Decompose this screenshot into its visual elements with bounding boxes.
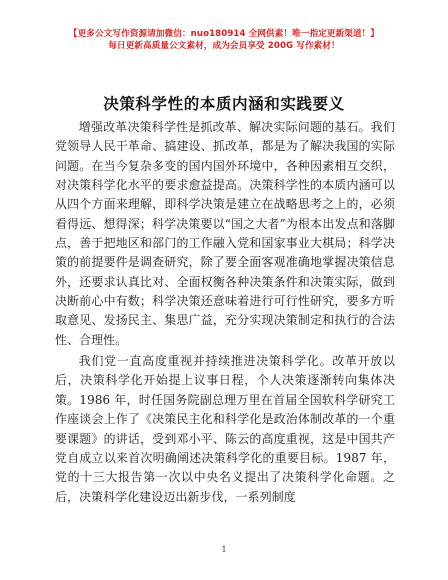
document-title: 决策科学性的本质内涵和实践要义: [103, 95, 345, 113]
document-body: [55, 118, 395, 507]
promo-line-1: 【更多公文写作资源请加微信：nuo180914 全网供素！唯一指定更新渠道！】: [68, 29, 380, 39]
promo-line-2: 每日更新高质量公文素材，成为会员享受 200G 写作素材！: [108, 41, 340, 51]
page-number: 1: [221, 545, 227, 554]
promo-banner: [0, 28, 448, 52]
paragraph: 增强改革决策科学性是抓改革、解决实际问题的基石。我们党领导人民干革命、搞建设、抓改革，都是为了解决我国的实际问题。在当今复杂多变的国内国外环境中，各种因素相互交织，对决策科学化水平的要求愈益提高。决策科学性的本质内涵可以从四个方面来理解，即科学决策是建立在战略思考之上的，必须看得远、想得深；科学决策要以“国之大者”为根本出发点和落脚点，善于把地区和部门的工作融入党和国家事业大棋局；科学决策的前提要件是调查研究，除了要全面客观准确地掌握决策信息外，还要求认真比对、全面权衡各种决策条件和决策实际，做到决断前心中有数；科学决策还意味着进行可行性研究，要多方听取意见、发扬民主、集思广益，充分实现决策制定和执行的合法性、合理性。: [55, 120, 395, 347]
paragraph: 我们党一直高度重视并持续推进决策科学化。改革开放以后，决策科学化开始提上议事日程，个人决策逐渐转向集体决策。1986 年，时任国务院副总理万里在首届全国软科学研究工作座谈会上作了《决策民主化和科学化是政治体制改革的一个重要课题》的讲话，受到邓小平、陈云的高度重视，这是中国共产党自成立以来首次明确阐述决策科学化的重要目标。1987 年，党的十三大报告第一次以中央名义提出了决策科学化命题。之后，决策科学化建设迈出新步伐，一系列制度: [55, 354, 395, 504]
